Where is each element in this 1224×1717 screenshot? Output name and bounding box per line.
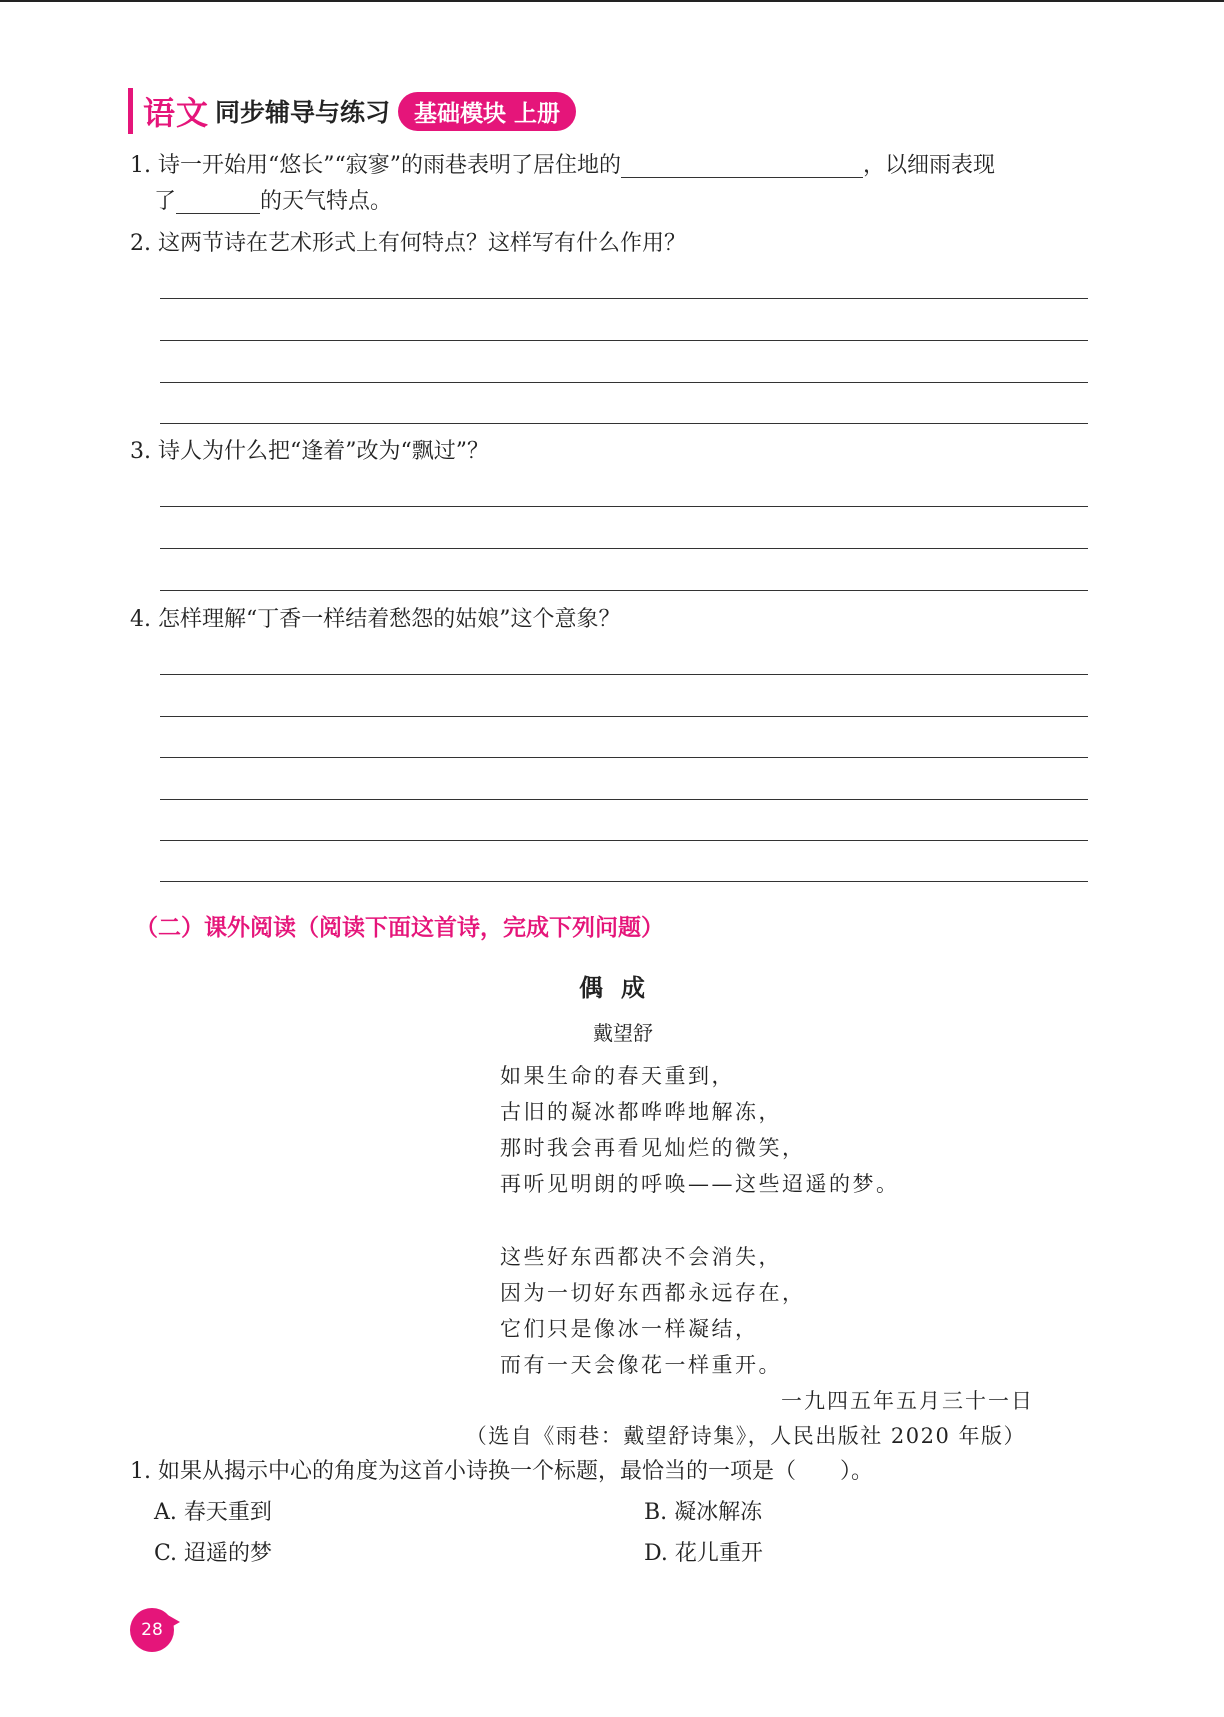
question-1-line2-prefix: 了 <box>154 189 177 214</box>
option-b[interactable]: B. 凝冰解冻 <box>644 1500 763 1525</box>
question-1-text: 1. 诗一开始用“悠长”“寂寥”的雨巷表明了居住地的 <box>130 153 621 178</box>
answer-line[interactable] <box>160 298 1088 299</box>
option-d[interactable]: D. 花儿重开 <box>644 1541 763 1566</box>
answer-line[interactable] <box>160 840 1088 841</box>
question-1-line-2 <box>154 184 392 220</box>
answer-line[interactable] <box>160 799 1088 800</box>
answer-line[interactable] <box>160 423 1088 424</box>
section-title: （二）课外阅读（阅读下面这首诗，完成下列问题） <box>135 915 664 941</box>
poem-line: 如果生命的春天重到， <box>500 1064 735 1088</box>
answer-blank-1[interactable] <box>621 151 863 178</box>
question-3: 3. 诗人为什么把“逢着”改为“飘过”？ <box>130 439 489 464</box>
mc-question: 1. 如果从揭示中心的角度为这首小诗换一个标题，最恰当的一项是（ ）。 <box>130 1459 873 1484</box>
answer-line[interactable] <box>160 548 1088 549</box>
page-header <box>128 88 576 134</box>
question-4: 4. 怎样理解“丁香一样结着愁怨的姑娘”这个意象？ <box>130 607 621 632</box>
answer-line[interactable] <box>160 506 1088 507</box>
answer-line[interactable] <box>160 881 1088 882</box>
question-2: 2. 这两节诗在艺术形式上有何特点？这样写有什么作用？ <box>130 231 686 256</box>
poem-source: （选自《雨巷：戴望舒诗集》，人民出版社 2020 年版） <box>465 1424 1026 1448</box>
poem-title: 偶成 <box>579 974 663 1002</box>
header-title: 同步辅导与练习 <box>215 98 391 127</box>
answer-line[interactable] <box>160 382 1088 383</box>
poem-date: 一九四五年五月三十一日 <box>781 1389 1034 1413</box>
answer-blank-2[interactable] <box>176 187 260 214</box>
answer-line[interactable] <box>160 340 1088 341</box>
poem-author: 戴望舒 <box>593 1021 653 1045</box>
answer-line[interactable] <box>160 674 1088 675</box>
option-c[interactable]: C. 迢遥的梦 <box>154 1541 273 1566</box>
option-a[interactable]: A. 春天重到 <box>154 1500 272 1525</box>
question-1-text-suffix: ，以细雨表现 <box>862 153 995 178</box>
answer-line[interactable] <box>160 757 1088 758</box>
poem-line: 这些好东西都决不会消失， <box>500 1245 782 1269</box>
header-badge: 基础模块 上册 <box>398 92 576 131</box>
top-rule <box>0 0 1224 2</box>
poem-line: 再听见明朗的呼唤——这些迢遥的梦。 <box>500 1172 900 1196</box>
poem-line: 而有一天会像花一样重开。 <box>500 1353 782 1377</box>
poem-line: 因为一切好东西都永远存在， <box>500 1281 806 1305</box>
poem-line: 那时我会再看见灿烂的微笑， <box>500 1136 806 1160</box>
answer-line[interactable] <box>160 716 1088 717</box>
header-accent-bar <box>128 88 133 134</box>
poem-line: 古旧的凝冰都哗哗地解冻， <box>500 1100 782 1124</box>
question-1-line2-suffix: 的天气特点。 <box>260 189 393 214</box>
answer-line[interactable] <box>160 590 1088 591</box>
poem-line: 它们只是像冰一样凝结， <box>500 1317 759 1341</box>
page-number: 28 <box>130 1608 174 1652</box>
question-1-line-1 <box>130 148 995 184</box>
header-subject: 语文 <box>143 94 210 132</box>
